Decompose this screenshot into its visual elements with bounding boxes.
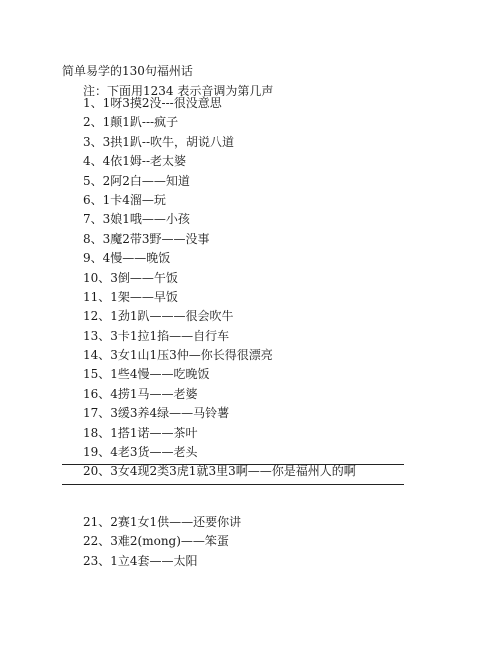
list-item: 10、3倒——午饭 [83,270,178,285]
list-item: 5、2阿2白——知道 [83,173,190,188]
list-item: 11、1架——早饭 [83,289,178,304]
list-item: 2、1颠1趴---疯子 [83,115,179,130]
list-item: 22、3难2(mong)——笨蛋 [83,534,229,549]
list-item: 8、3魔2带3野——没事 [83,231,210,246]
tone-note: 注：下面用1234 表示音调为第几声 [83,84,274,98]
list-item: 12、1劲1趴———很会吹牛 [83,309,234,324]
list-item: 19、4老3货——老头 [83,445,198,460]
phrase-list-part-2 [83,513,241,571]
horizontal-divider [62,484,404,485]
list-item: 4、4依1姆--老太婆 [83,154,187,169]
list-item: 16、4捞1马——老婆 [83,386,198,401]
list-item: 21、2赛1女1供——还要你讲 [83,515,242,529]
list-item: 1、1呀3摸2没---很没意思 [83,96,222,110]
list-item: 23、1立4套——太阳 [83,553,198,568]
horizontal-divider [62,464,404,465]
list-item: 20、3女4现2类3虎1就3里3啊——你是福州人的啊 [83,464,356,479]
phrase-list-part-1 [83,94,356,482]
list-item: 6、1卡4溜—玩 [83,192,166,207]
document-title: 简单易学的130句福州话 [62,64,193,78]
list-item: 17、3缓3养4绿——马铃薯 [83,406,230,421]
list-item: 13、3卡1拉1掐——自行车 [83,328,230,343]
list-item: 9、4慢——晚饭 [83,251,171,266]
list-item: 7、3娘1哦——小孩 [83,212,190,227]
list-item: 15、1些4慢——吃晚饭 [83,367,210,382]
list-item: 3、3拱1趴--吹牛，胡说八道 [83,134,235,149]
list-item: 18、1搭1诺——茶叶 [83,425,198,440]
list-item: 14、3女1山1压3仲—你长得很漂亮 [83,348,273,363]
